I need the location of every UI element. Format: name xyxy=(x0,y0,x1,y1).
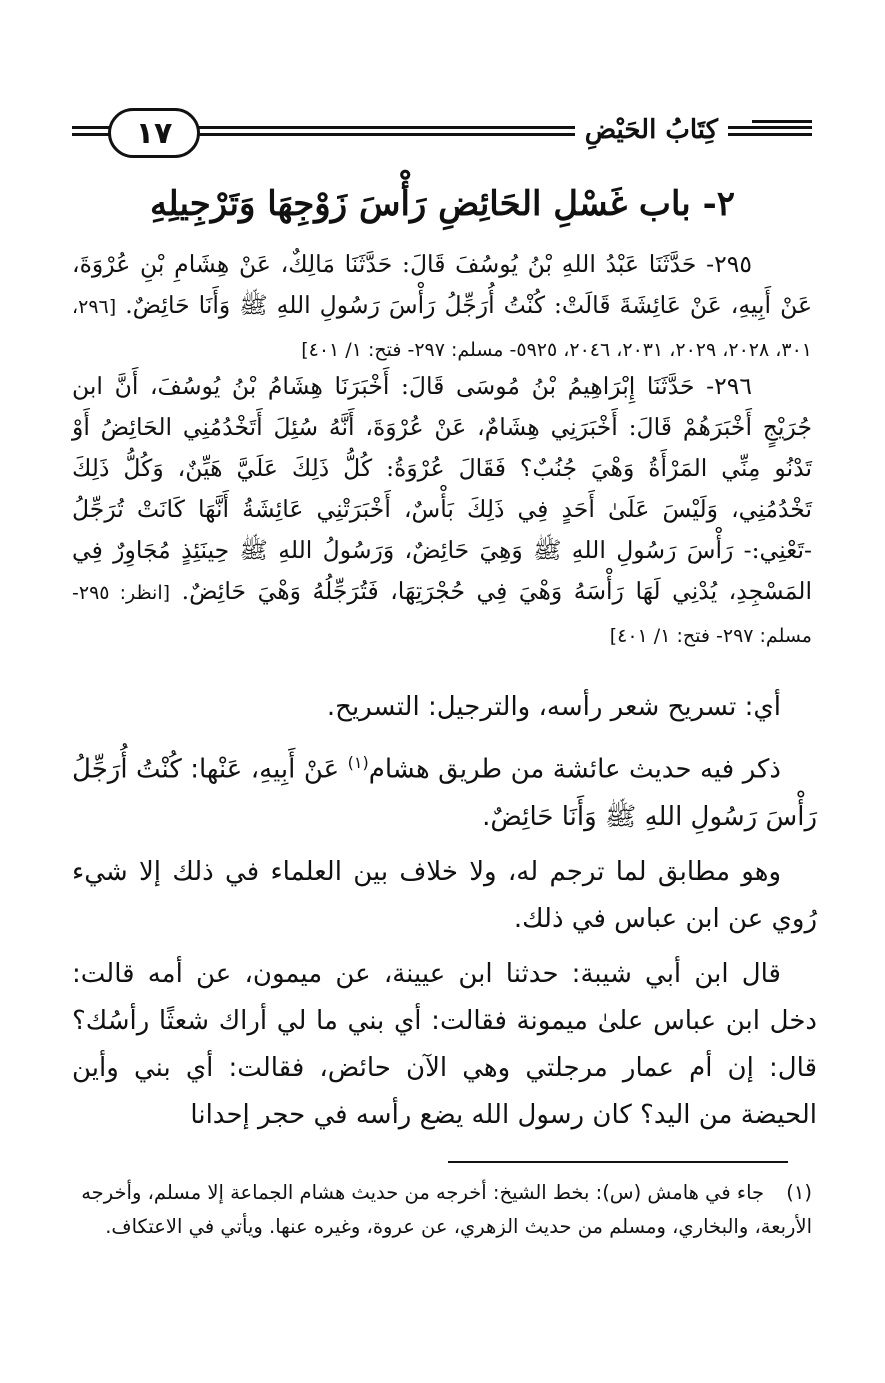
footnote-number: (١) xyxy=(786,1181,812,1204)
hadith-295-refs: [٢٩٦، ٣٠١، ٢٠٢٨، ٢٠٢٩، ٢٠٣١، ٢٠٤٦، ٥٩٢٥- مسلم: ٢٩٧- فتح: ١/ ٤٠١] xyxy=(72,296,812,361)
commentary-paragraph: أي: تسريح شعر رأسه، والترجيل: التسريح. xyxy=(326,692,781,722)
hadith-295-text: ٢٩٥- حَدَّثَنَا عَبْدُ اللهِ بْنُ يُوسُفَ قَالَ: حَدَّثَنَا مَالِكٌ، عَنْ هِشَامِ بْنِ عُرْوَةَ، عَنْ أَبِيهِ، عَنْ عَائِشَةَ قَالَتْ: كُنْتُ أُرَجِّلُ رَأْسَ رَسُولِ اللهِ ﷺ وَأَنَا حَائِضٌ. xyxy=(72,250,812,319)
footnote xyxy=(72,1176,812,1244)
hadith-296 xyxy=(72,366,812,657)
page-number: ١٧ xyxy=(108,108,200,158)
book-title: كِتَابُ الحَيْضِ xyxy=(575,110,728,150)
page-header xyxy=(72,108,812,154)
header-ornament xyxy=(752,120,812,129)
commentary-paragraph: وهو مطابق لما ترجم له، ولا خلاف بين العلماء في ذلك إلا شيء رُوي عن ابن عباس في ذلك. xyxy=(72,856,817,934)
commentary xyxy=(72,684,817,1147)
chapter-heading: ٢- باب غَسْلِ الحَائِضِ رَأْسَ زَوْجِهَا وَتَرْجِيلِهِ xyxy=(150,184,735,224)
commentary-paragraph xyxy=(72,739,817,841)
hadith-295 xyxy=(72,244,812,371)
footnote-separator xyxy=(448,1161,788,1163)
commentary-text: ذكر فيه حديث عائشة من طريق هشام xyxy=(368,754,781,785)
commentary-paragraph: قال ابن أبي شيبة: حدثنا ابن عيينة، عن ميمون، عن أمه قالت: دخل ابن عباس علىٰ ميمونة فقالت: أي بني ما لي أراك شعثًا رأسُك؟ قال: إن أم عمار مرجلتي وهي الآن حائض، فقالت: أي بني وأين الحيضة من اليد؟ كان رسول الله يضع رأسه في حجر إحدانا xyxy=(72,958,817,1130)
footnote-text: جاء في هامش (س): بخط الشيخ: أخرجه من حديث هشام الجماعة إلا مسلم، وأخرجه الأربعة، والبخاري، ومسلم من حديث الزهري، عن عروة، وغيره عنها. ويأتي في الاعتكاف. xyxy=(81,1181,812,1238)
footnote-marker[interactable]: (١) xyxy=(347,753,369,772)
commentary-text: عَنْ أَبِيهِ، عَنْها: كُنْتُ أُرَجِّلُ رَأْسَ رَسُولِ اللهِ ﷺ وَأَنَا حَائِضٌ. xyxy=(72,754,817,832)
hadith-296-refs: [انظر: ٢٩٥- مسلم: ٢٩٧- فتح: ١/ ٤٠١] xyxy=(72,582,812,647)
hadith-296-text: ٢٩٦- حَدَّثَنَا إِبْرَاهِيمُ بْنُ مُوسَى قَالَ: أَخْبَرَنَا هِشَامُ بْنُ يُوسُفَ، أَنَّ ابن جُرَيْجٍ أَخْبَرَهُمْ قَالَ: أَخْبَرَنِي هِشَامٌ، عَنْ عُرْوَةَ، أَنَّهُ سُئِلَ أَتَخْدُمُنِي الحَائِضُ أَوْ تَدْنُو مِنِّي المَرْأَةُ وَهْيَ جُنُبٌ؟ فَقَالَ عُرْوَةُ: كُلُّ ذَلِكَ عَلَيَّ هَيِّنٌ، وَكُلُّ ذَلِكَ تَخْدُمُنِي، وَلَيْسَ عَلَىٰ أَحَدٍ فِي ذَلِكَ بَأْسٌ، أَخْبَرَتْنِي عَائِشَةُ أَنَّهَا كَانَتْ تُرَجِّلُ -تَعْنِي:- رَأْسَ رَسُولِ اللهِ ﷺ وَهِيَ حَائِضٌ، وَرَسُولُ اللهِ ﷺ حِينَئِذٍ مُجَاوِرٌ فِي المَسْجِدِ، يُدْنِي لَهَا رَأْسَهُ وَهْيَ فِي حُجْرَتِهَا، فَتُرَجِّلُهُ وَهْيَ حَائِضٌ. xyxy=(72,372,812,605)
